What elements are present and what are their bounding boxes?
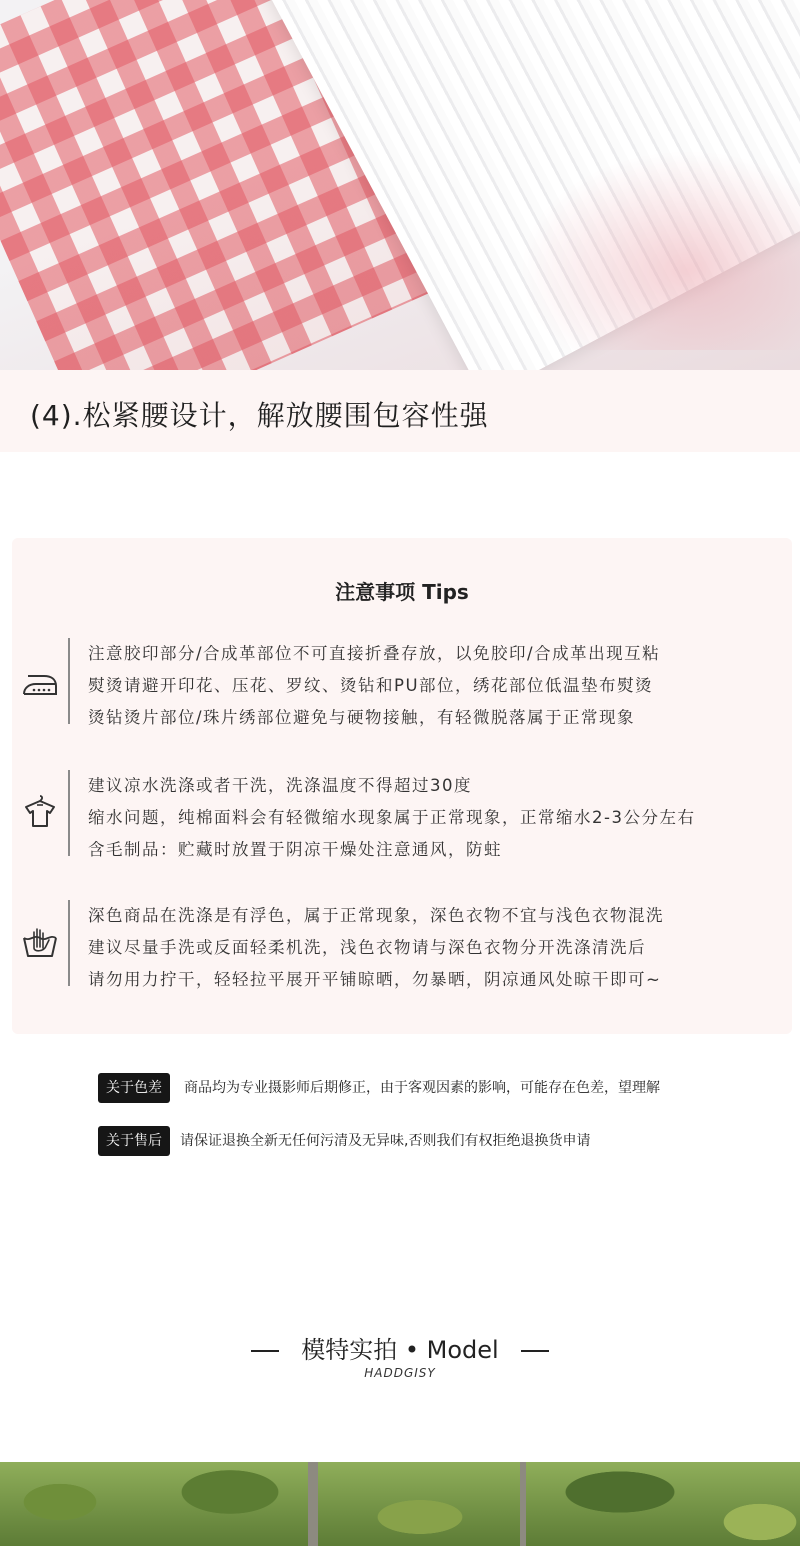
notice-badge: 关于售后 (98, 1126, 170, 1156)
tip-line: 建议尽量手洗或反面轻柔机洗，浅色衣物请与深色衣物分开洗涤清洗后 (88, 938, 646, 957)
dash-right (521, 1350, 549, 1352)
dash-left (251, 1350, 279, 1352)
notice-badge: 关于色差 (98, 1073, 170, 1103)
tip-line: 请勿用力拧干，轻轻拉平展开平铺晾晒，勿暴晒，阴凉通风处晾干即可~ (88, 970, 662, 989)
tip-line: 熨烫请避开印花、压花、罗纹、烫钻和PU部位，绣花部位低温垫布熨烫 (88, 676, 654, 695)
tip-line: 含毛制品：贮藏时放置于阴凉干燥处注意通风，防蛀 (88, 840, 502, 859)
product-photo-waistband (0, 0, 800, 370)
iron-icon (20, 664, 60, 704)
feature-caption (0, 370, 800, 452)
tip-group-washing (12, 770, 792, 866)
notice-text: 商品均为专业摄影师后期修正，由于客观因素的影响，可能存在色差，望理解 (184, 1080, 660, 1096)
tip-group-ironing (12, 638, 792, 734)
brand-subtitle: HADDGISY (364, 1366, 436, 1380)
notice-text: 请保证退换全新无任何污清及无异味,否则我们有权拒绝退换货申请 (180, 1133, 591, 1149)
feature-caption-text: (4).松紧腰设计，解放腰围包容性强 (30, 399, 489, 432)
tip-line: 注意胶印部分/合成革部位不可直接折叠存放，以免胶印/合成革出现互粘 (88, 644, 661, 663)
model-section-heading (0, 1330, 800, 1365)
model-title: 模特实拍 • Model (301, 1336, 499, 1364)
tip-line: 缩水问题，纯棉面料会有轻微缩水现象属于正常现象，正常缩水2-3公分左右 (88, 808, 696, 827)
model-photo-foliage (0, 1462, 800, 1546)
tip-group-drying (12, 900, 792, 996)
tips-title: 注意事项 Tips (335, 580, 469, 604)
tip-line: 烫钻烫片部位/珠片绣部位避免与硬物接触，有轻微脱落属于正常现象 (88, 708, 636, 727)
tip-line: 深色商品在洗涤是有浮色，属于正常现象，深色衣物不宜与浅色衣物混洗 (88, 906, 664, 925)
hanger-shirt-icon (20, 792, 60, 832)
hand-wash-icon (20, 922, 60, 962)
care-tips-card (12, 538, 792, 1034)
tip-line: 建议凉水洗涤或者干洗，洗涤温度不得超过30度 (88, 776, 472, 795)
